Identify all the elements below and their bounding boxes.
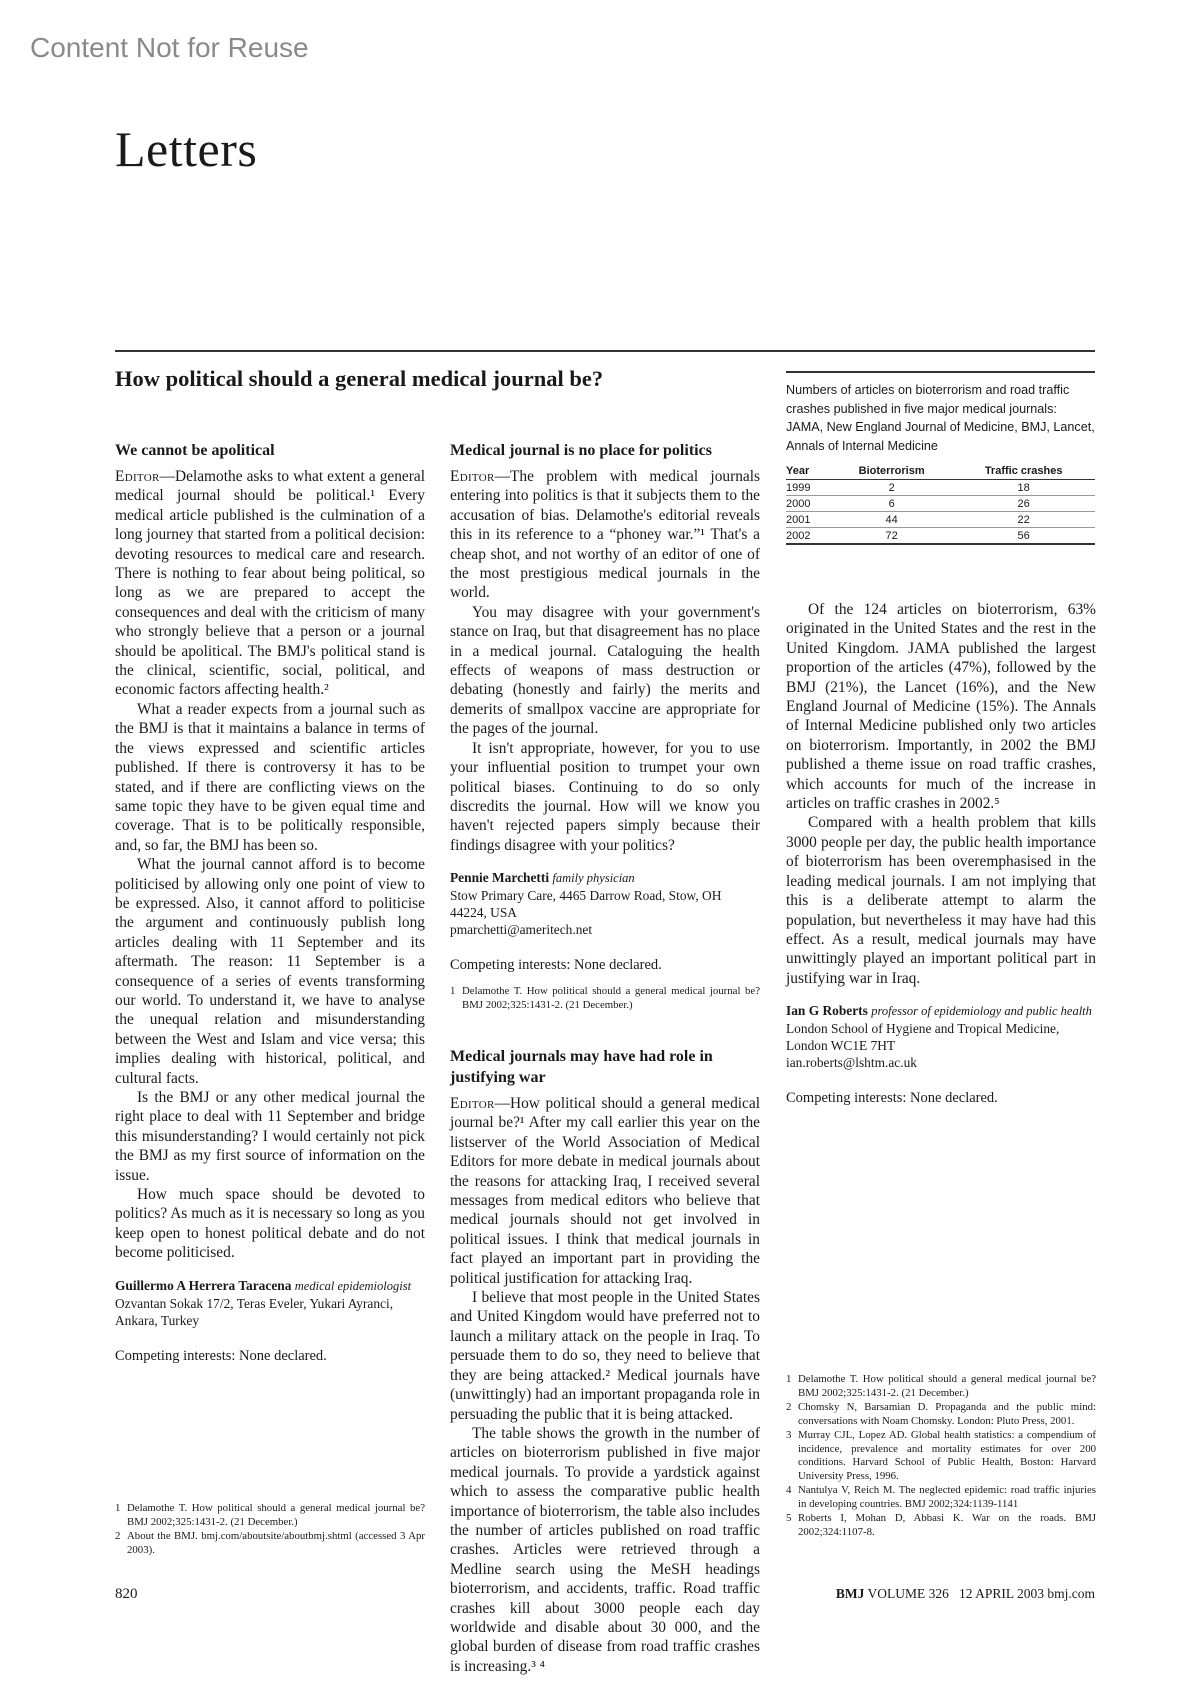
table-caption: Numbers of articles on bioterrorism and road traffic crashes published in five major medical journals: JAMA, New England Journal of Medicine, BMJ, Lancet, Annals of Internal Medicine xyxy=(786,371,1095,455)
letter-1-title: We cannot be apolitical xyxy=(115,442,275,459)
author-role: professor of epidemiology and public health xyxy=(871,1004,1092,1019)
page-number: 820 xyxy=(115,1586,138,1602)
reference-item: 1 Delamothe T. How political should a general medical journal be? BMJ 2002;325:1431-2. (21 December.) xyxy=(115,1502,425,1528)
table-row: 2002 72 56 xyxy=(786,528,1095,545)
letter-1-paragraph-1 xyxy=(115,467,425,700)
letter-1-paragraph-3: What the journal cannot afford is to become politicised by allowing only one point of view to be expressed. Also, it cannot afford to politicise the argument and continuously publish long articles dealing with 11 September and its aftermath. The reason: 11 September is a consequence of a series of events transforming our world. To understand it, we have to analyse the unequal relation and misunderstanding between the West and Islam and vice versa; this implies dealing with historical, political, and cultural facts. xyxy=(115,856,425,1087)
letter-3-paragraph-4: Of the 124 articles on bioterrorism, 63% originated in the United States and the rest in the United Kingdom. JAMA published the largest proportion of the articles (47%), followed by the BMJ (21%), the Lancet (16%), and the New England Journal of Medicine (15%). The Annals of Internal Medicine published only two articles on bioterrorism. Importantly, in 2002 the BMJ published a theme issue on road traffic crashes, which accounts for much of the increase in articles on traffic crashes in 2002.⁵ xyxy=(786,601,1096,813)
letter-1-paragraph-5: How much space should be devoted to politics? As much as it is necessary so long as you keep open to honest political debate and do not become politicised. xyxy=(115,1186,425,1262)
letter-1-competing-interests: Competing interests: None declared. xyxy=(115,1347,327,1364)
column-3 xyxy=(786,600,1096,1109)
table-row: 2001 44 22 xyxy=(786,512,1095,528)
table-row: 1999 2 18 xyxy=(786,480,1095,496)
editor-tag: Editor xyxy=(450,468,495,485)
author-address: Stow Primary Care, 4465 Darrow Road, Stow, OH 44224, USA xyxy=(450,888,722,921)
column-1 xyxy=(115,440,425,1366)
letter-1-text: —Delamothe asks to what extent a general medical journal should be political.¹ Every medical article published is the culmination of a long journey that started from a political decision: devoting resources to medical care and research. There is nothing to fear about being political, so long as we are prepared to accept the consequences and deal with the criticism of many who strongly believe that a person or a journal should be apolitical. The BMJ's political stand is the clinical, scientific, social, political, and economic factors affecting health.² xyxy=(115,468,425,699)
column-header: Bioterrorism xyxy=(831,463,952,480)
letter-1-references xyxy=(115,1502,425,1558)
data-table xyxy=(786,463,1095,545)
column-2 xyxy=(450,440,760,976)
section-title: Letters xyxy=(115,121,258,177)
letter-2-text: —The problem with medical journals entering into politics is that it subjects them to the accusation of bias. Delamothe's editorial reveals this in its reference to a “phoney war.”¹ That's a cheap shot, and not worthy of an editor of one of the most prestigious medical journals in the world. xyxy=(450,468,760,602)
letter-1-paragraph-4: Is the BMJ or any other medical journal the right place to deal with 11 September and bridge this misunderstanding? I would certainly not pick the BMJ as my first source of information on the issue. xyxy=(115,1089,425,1184)
author-email: ian.roberts@lshtm.ac.uk xyxy=(786,1055,917,1071)
journal-footer xyxy=(836,1586,1095,1602)
letter-2-paragraph-3: It isn't appropriate, however, for you to use your influential position to trumpet your own political biases. Continuing to do so only discredits the journal. How will we know you haven't rejected papers simply because their findings disagree with your politics? xyxy=(450,739,760,854)
author-name: Guillermo A Herrera Taracena xyxy=(115,1277,292,1293)
table-row: 2000 6 26 xyxy=(786,496,1095,512)
reference-item: 1 Delamothe T. How political should a general medical journal be? BMJ 2002;325:1431-2. (21 December.) xyxy=(450,985,760,1011)
letter-3-competing-interests: Competing interests: None declared. xyxy=(786,1090,998,1107)
letter-1-author xyxy=(115,1277,425,1329)
letter-3-paragraph-5: Compared with a health problem that kills 3000 people per day, the public health importance of bioterrorism has been overemphasised in the leading medical journals. I am not implying that this is a deliberate attempt to alarm the population, but nevertheless it may have had this effect. As a result, medical journals may have unwittingly played an important political part in justifying war in Iraq. xyxy=(786,814,1096,987)
letter-1-paragraph-2: What a reader expects from a journal such as the BMJ is that it maintains a balance in terms of the views expressed and scientific articles published. If there is controversy it has to be stated, and if there are conflicting views on the same topic they have to be given equal time and coverage. That is to be politically responsible, and, so far, the BMJ has been so. xyxy=(115,700,425,854)
author-name: Pennie Marchetti xyxy=(450,870,550,886)
reference-item: 3 Murray CJL, Lopez AD. Global health statistics: a compendium of incidence, prevalence and mortality estimates for over 200 conditions. Harvard School of Public Health, Boston: Harvard University Press, 1996. xyxy=(786,1429,1096,1482)
letter-3-start xyxy=(450,1046,760,1675)
letter-2-paragraph-1 xyxy=(450,467,760,603)
header-rule xyxy=(115,350,1095,352)
letter-2-title: Medical journal is no place for politics xyxy=(450,442,712,459)
letter-3-text: —How political should a general medical journal be?¹ After my call earlier this year on the listserver of the World Association of Medical Editors for more debate in medical journals about the reasons for attacking Iraq, I received several messages from medical editors who believe that medical journals should not get involved in political issues. I think that medical journals in fact played an important part in providing the political justification for attacking Iraq. xyxy=(450,1095,760,1287)
table-header-row xyxy=(786,463,1095,480)
reference-item: 5 Roberts I, Mohan D, Abbasi K. War on the roads. BMJ 2002;324:1107-8. xyxy=(786,1512,1096,1538)
site-url: bmj.com xyxy=(1047,1586,1095,1601)
author-role: medical epidemiologist xyxy=(294,1278,412,1293)
column-header: Year xyxy=(786,463,831,480)
watermark: Content Not for Reuse xyxy=(30,32,309,63)
author-name: Ian G Roberts xyxy=(786,1003,868,1019)
reference-item: 2 Chomsky N, Barsamian D. Propaganda and the public mind: conversations with Noam Chomsky. London: Pluto Press, 2001. xyxy=(786,1401,1096,1427)
journal-name: BMJ xyxy=(835,1586,865,1601)
letter-2-block xyxy=(450,985,760,1675)
letter-3-references xyxy=(786,1373,1096,1540)
articles-table xyxy=(786,371,1095,545)
letter-2-paragraph-2: You may disagree with your government's stance on Iraq, but that disagreement has no place in a medical journal. Cataloguing the health effects of weapons of mass destruction or debating (honestly and fairly) the merits and demerits of smallpox vaccine are appropriate for the pages of the journal. xyxy=(450,603,760,738)
column-header: Traffic crashes xyxy=(952,463,1095,480)
letter-3-author xyxy=(786,1002,1096,1071)
letter-2-references xyxy=(450,985,760,1012)
letter-2-author xyxy=(450,869,760,938)
editor-tag: Editor xyxy=(450,1095,495,1112)
letter-2-competing-interests: Competing interests: None declared. xyxy=(450,957,662,974)
letter-3-paragraph-3: The table shows the growth in the number of articles on bioterrorism published in five major medical journals. To provide a yardstick against which to assess the comparative public health importance of bioterrorism, the table also includes the number of articles published on road traffic crashes. Articles were retrieved through a Medline search using the MeSH headings bioterrorism, and accidents, traffic. Road traffic crashes kill about 3000 people each day worldwide and disable about 30 000, and the global burden of disease from road traffic crashes is increasing.³ ⁴ xyxy=(450,1424,760,1675)
article-headline: How political should a general medical journal be? xyxy=(115,366,604,391)
letter-3-paragraph-1 xyxy=(450,1094,760,1288)
reference-item: 2 About the BMJ. bmj.com/aboutsite/aboutbmj.shtml (accessed 3 Apr 2003). xyxy=(115,1530,425,1556)
author-address: Ozvantan Sokak 17/2, Teras Eveler, Yukari Ayranci, Ankara, Turkey xyxy=(115,1295,394,1328)
letter-3-title: Medical journals may have had role in justifying war xyxy=(450,1048,713,1086)
author-email: pmarchetti@ameritech.net xyxy=(450,922,593,938)
letter-3-paragraph-2: I believe that most people in the United States and United Kingdom would have preferred not to launch a military attack on the people in Iraq. To persuade them to do so, they need to believe that they are being attacked.² Medical journals have (unwittingly) had an important propaganda role in persuading the public that it is being attacked. xyxy=(450,1289,760,1423)
volume-date: VOLUME 326 12 APRIL 2003 xyxy=(867,1586,1044,1601)
author-address: London School of Hygiene and Tropical Medicine, London WC1E 7HT xyxy=(786,1021,1060,1054)
author-role: family physician xyxy=(552,871,635,886)
reference-item: 4 Nantulya V, Reich M. The neglected epidemic: road traffic injuries in developing countries. BMJ 2002;324:1139-1141 xyxy=(786,1484,1096,1510)
editor-tag: Editor xyxy=(115,468,160,485)
reference-item: 1 Delamothe T. How political should a general medical journal be? BMJ 2002;325:1431-2. (21 December.) xyxy=(786,1373,1096,1399)
